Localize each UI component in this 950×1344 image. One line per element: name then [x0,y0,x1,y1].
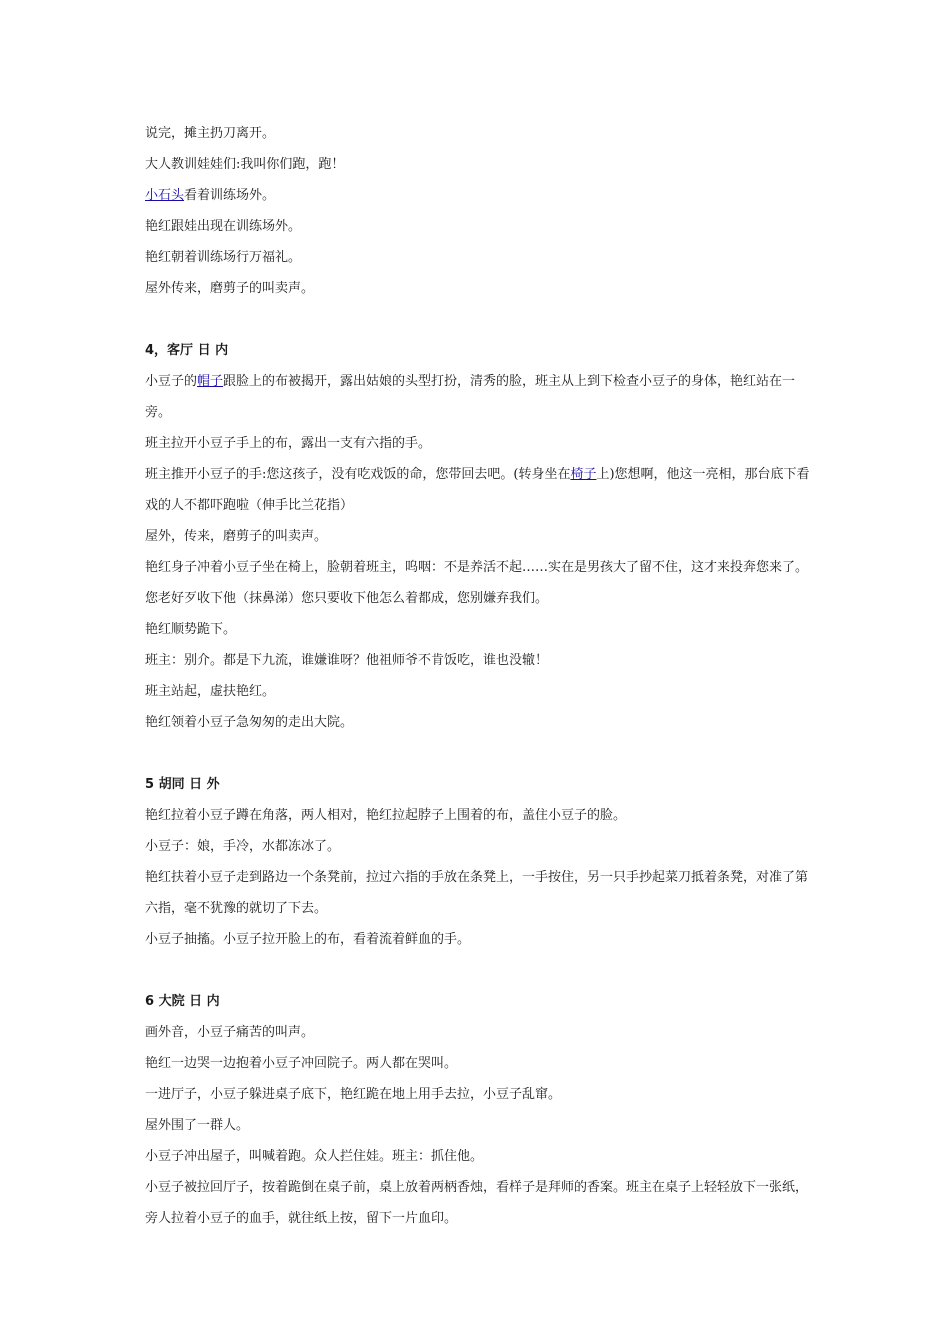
paragraph: 屋外围了一群人。 [145,1118,250,1133]
link-maozi[interactable]: 帽子 [197,374,224,389]
paragraph-text: 跟脸上的布被揭开，露出姑娘的头型打扮，清秀的脸，班主从上到下检查小豆子的身体，艳红站在一旁。 [145,374,796,420]
paragraph: 艳红顺势跪下。 [145,622,237,637]
paragraph: 艳红扶着小豆子走到路边一个条凳前，拉过六指的手放在条凳上，一手按住，另一只手抄起菜刀抵着条凳，对准了第六指，毫不犹豫的就切了下去。 [145,870,809,916]
scene-heading: 6 大院 日 内 [145,994,220,1009]
paragraph-text: 班主推开小豆子的手:您这孩子，没有吃戏饭的命，您带回去吧。(转身坐在 [145,467,571,482]
paragraph-text: 看着训练场外。 [184,188,276,203]
paragraph: 小豆子冲出屋子，叫喊着跑。众人拦住娃。班主：抓住他。 [145,1149,484,1164]
scene-4 [145,335,813,738]
paragraph: 艳红朝着训练场行万福礼。 [145,250,302,265]
paragraph-text: 小豆子的 [145,374,198,389]
paragraph-text: 上)您想啊，他这一亮相，那台底下看戏的人不都吓跑啦（伸手比兰花指） [145,467,810,513]
paragraph: 班主拉开小豆子手上的布，露出一支有六指的手。 [145,436,432,451]
paragraph: 艳红身子冲着小豆子坐在椅上，脸朝着班主，呜咽：不是养活不起……实在是男孩大了留不住，这才来投奔您来了。您老好歹收下他（抹鼻涕）您只要收下他怎么着都成，您别嫌弃我们。 [145,560,809,606]
paragraph: 画外音，小豆子痛苦的叫声。 [145,1025,315,1040]
paragraph [145,180,813,211]
link-yizi[interactable]: 椅子 [570,467,597,482]
paragraph: 屋外传来，磨剪子的叫卖声。 [145,281,315,296]
scene-heading: 5 胡同 日 外 [145,777,220,792]
scene-5 [145,769,813,955]
paragraph: 小豆子被拉回厅子，按着跪倒在桌子前，桌上放着两柄香烛，看样子是拜师的香案。班主在桌子上轻轻放下一张纸，旁人拉着小豆子的血手，就往纸上按，留下一片血印。 [145,1180,809,1226]
paragraph: 小豆子：娘，手冷，水都冻冰了。 [145,839,341,854]
paragraph: 班主站起，虚扶艳红。 [145,684,276,699]
paragraph: 一进厅子，小豆子躲进桌子底下，艳红跪在地上用手去拉，小豆子乱窜。 [145,1087,562,1102]
document-page [145,118,813,1234]
paragraph: 班主：别介。都是下九流，谁嫌谁呀？他祖师爷不肯饭吃，谁也没辙！ [145,653,549,668]
link-xiaoshitou[interactable]: 小石头 [145,188,185,203]
paragraph: 说完，摊主扔刀离开。 [145,126,276,141]
paragraph: 大人教训娃娃们:我叫你们跑，跑！ [145,157,345,172]
paragraph: 艳红跟娃出现在训练场外。 [145,219,302,234]
paragraph: 艳红一边哭一边抱着小豆子冲回院子。两人都在哭叫。 [145,1056,458,1071]
paragraph [145,459,813,521]
paragraph: 艳红拉着小豆子蹲在角落，两人相对，艳红拉起脖子上围着的布，盖住小豆子的脸。 [145,808,627,823]
scene-heading: 4，客厅 日 内 [145,343,229,358]
paragraph: 艳红领着小豆子急匆匆的走出大院。 [145,715,354,730]
paragraph: 小豆子抽搐。小豆子拉开脸上的布，看着流着鲜血的手。 [145,932,471,947]
paragraph: 屋外，传来，磨剪子的叫卖声。 [145,529,328,544]
scene-6 [145,986,813,1234]
intro-block [145,118,813,304]
paragraph [145,366,813,428]
